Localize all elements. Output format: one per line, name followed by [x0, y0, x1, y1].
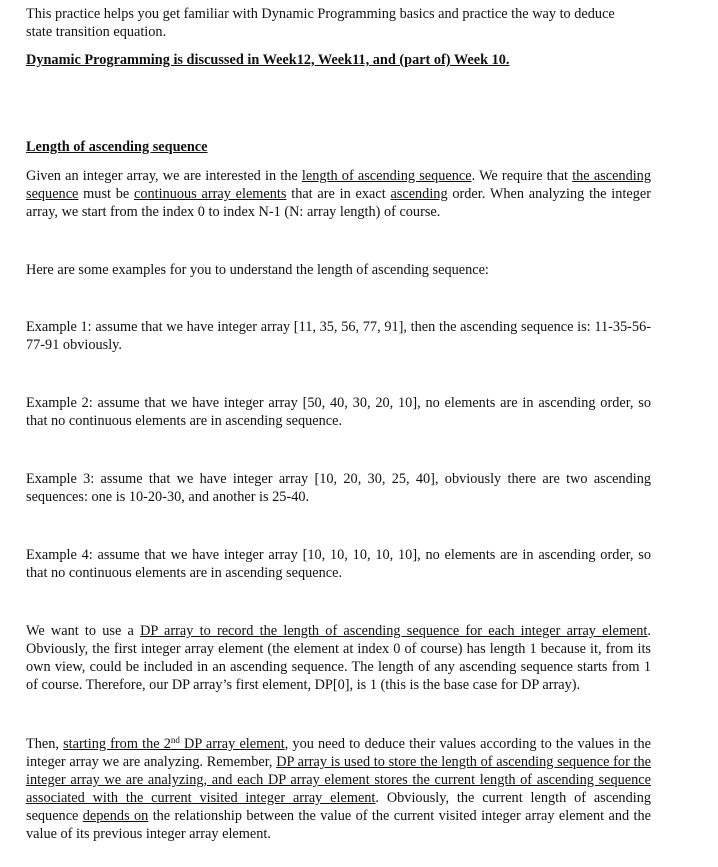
example-1: Example 1: assume that we have integer array [11, 35, 56, 77, 91], then the ascending sequence is: 11-35-56-77-91 obviously.: [26, 319, 651, 353]
intro-line-1: This practice helps you get familiar with Dynamic Programming basics and practice the way to deduce: [26, 6, 615, 22]
section-title: Length of ascending sequence: [26, 139, 208, 155]
term-the-ascending-sequence: the ascending sequence: [26, 168, 651, 202]
examples-intro: Here are some examples for you to understand the length of ascending sequence:: [26, 262, 489, 278]
example-3: Example 3: assume that we have integer array [10, 20, 30, 25, 40], obviously there are two ascending sequences: one is 10-20-30, and another is 25-40.: [26, 471, 651, 505]
term-depends-on: depends on: [82, 808, 149, 824]
term-continuous-array-elements: continuous array elements: [134, 186, 287, 202]
dp-array-paragraph: We want to use a DP array to record the length of ascending sequence for each integer array element. Obviously, the first integer array element (the element at index 0 of course) has length 1 because it, from its own view, could be included in an ascending sequence. The length of any ascending sequence starts from 1 of course. Therefore, our DP array’s first element, DP[0], is 1 (this is the base case for DP array).: [26, 623, 651, 693]
week-notice: Dynamic Programming is discussed in Week12, Week11, and (part of) Week 10.: [26, 52, 510, 68]
transition-paragraph: Then, starting from the 2nd DP array element, you need to deduce their values according to the values in the integer array we are analyzing. Remember, DP array is used to store the length of ascending sequence for the integer array we are analyzing, and each DP array element stores the current length of ascending sequence associated with the current visited integer array element. Obviously, the current length of ascending sequence depends on the relationship between the value of the current visited integer array element and the value of its previous integer array element.: [26, 735, 652, 842]
term-ascending: ascending: [390, 186, 448, 202]
intro-line-2: state transition equation.: [26, 24, 167, 40]
example-4: Example 4: assume that we have integer array [10, 10, 10, 10, 10], no elements are in ascending order, so that no continuous elements are in ascending sequence.: [26, 547, 651, 581]
term-length-of-ascending-sequence: length of ascending sequence: [301, 168, 472, 184]
intro-paragraph: [26, 5, 651, 41]
term-dp-array-record: DP array to record the length of ascending sequence for each integer array element: [140, 623, 648, 639]
term-starting-from-second-element: starting from the 2nd DP array element: [63, 735, 285, 752]
definition-paragraph: Given an integer array, we are interested in the length of ascending sequence. We require that the ascending sequence must be continuous array elements that are in exact ascending order. When analyzing the integer array, we start from the index 0 to index N-1 (N: array length) of course.: [26, 168, 651, 220]
example-2: Example 2: assume that we have integer array [50, 40, 30, 20, 10], no elements are in ascending order, so that no continuous elements are in ascending sequence.: [26, 395, 651, 429]
term-dp-array-purpose: DP array is used to store the length of ascending sequence for the integer array we are analyzing, and each DP array element stores the current length of ascending sequence associated with the current visited integer array element: [26, 754, 651, 806]
